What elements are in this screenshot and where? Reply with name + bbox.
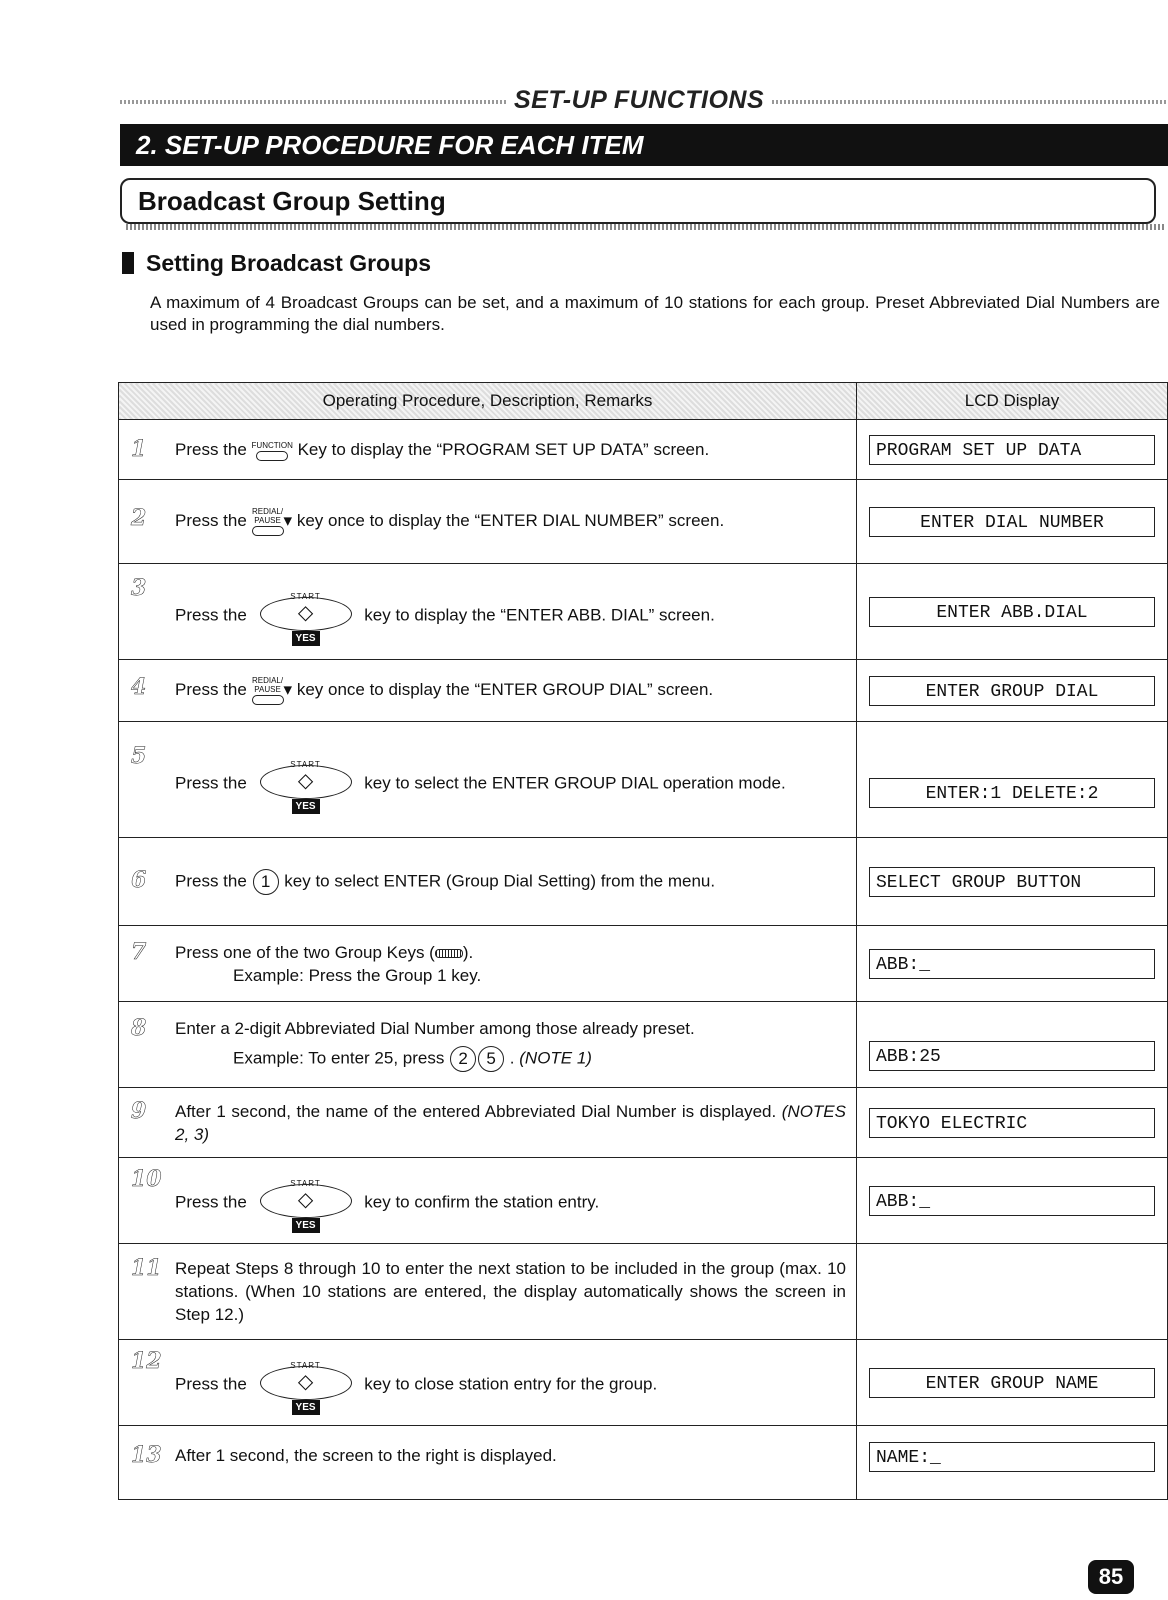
intro-paragraph: A maximum of 4 Broadcast Groups can be set, and a maximum of 10 stations for each group. Preset Abbreviated Dial Numbers are used in programming the dial numbers. (150, 293, 1160, 334)
step-row (119, 420, 1168, 480)
step-number: 11 (131, 1255, 162, 1281)
chapter-title: SET-UP FUNCTIONS (508, 86, 770, 115)
step-text: Press the (175, 604, 252, 624)
key-label: START (290, 591, 321, 601)
lcd-display: NAME:_ (869, 1442, 1155, 1472)
key-2-icon: 2 (450, 1046, 476, 1072)
start-symbol-icon: ◇ (260, 1366, 352, 1400)
heading-bullet-icon (122, 252, 134, 274)
step-row (119, 480, 1168, 564)
step-number: 2 (131, 505, 147, 531)
step-text: Press the (175, 679, 252, 699)
col-header-lcd: LCD Display (857, 383, 1168, 420)
step-number: 4 (131, 674, 147, 700)
heading (122, 250, 431, 277)
lcd-display: SELECT GROUP BUTTON (869, 867, 1155, 897)
yes-label: YES (292, 631, 320, 646)
step-row (119, 1244, 1168, 1340)
down-arrow-icon: ▾ (283, 510, 293, 530)
step-text: Key to display the “PROGRAM SET UP DATA” screen. (292, 440, 710, 459)
step-row (119, 660, 1168, 722)
step-example: Example: Press the Group 1 key. (233, 965, 482, 985)
yes-label: YES (292, 799, 320, 814)
key-5-icon: 5 (478, 1046, 504, 1072)
start-yes-key-icon (256, 1172, 356, 1234)
col-header-procedure: Operating Procedure, Description, Remarks (119, 383, 857, 420)
key-label: FUNCTION (251, 440, 293, 450)
start-symbol-icon: ◇ (260, 597, 352, 631)
step-number: 12 (131, 1347, 162, 1374)
step-text: . (505, 1048, 520, 1068)
lcd-display: ABB:_ (869, 1186, 1155, 1216)
step-text: key to confirm the station entry. (359, 1191, 600, 1211)
step-example: Example: To enter 25, press (233, 1048, 450, 1068)
step-text: key to select ENTER (Group Dial Setting) from the menu. (279, 870, 716, 890)
step-number: 9 (131, 1097, 147, 1124)
down-arrow-icon: ▾ (283, 679, 293, 699)
heading-text: Setting Broadcast Groups (146, 250, 431, 276)
step-text: Press the (175, 870, 252, 890)
start-yes-key-icon (256, 753, 356, 815)
step-row (119, 1340, 1168, 1426)
step-number: 7 (131, 938, 147, 965)
lcd-display: ENTER GROUP DIAL (869, 676, 1155, 706)
step-text: Press the (175, 440, 252, 459)
step-text: key to close station entry for the group. (359, 1373, 658, 1393)
step-row (119, 838, 1168, 926)
step-row (119, 1088, 1168, 1158)
procedure-table (118, 382, 1168, 1500)
step-text: ). (462, 942, 474, 962)
key-label: START (290, 1360, 321, 1370)
lcd-display: ABB:_ (869, 949, 1155, 979)
step-text: Press the (175, 510, 252, 530)
step-text: key to select the ENTER GROUP DIAL operation mode. (359, 772, 786, 792)
step-text: key once to display the “ENTER GROUP DIAL” screen. (292, 679, 714, 699)
step-text: After 1 second, the screen to the right is displayed. (175, 1446, 557, 1465)
lcd-display: ENTER GROUP NAME (869, 1368, 1155, 1398)
yes-label: YES (292, 1400, 320, 1415)
lcd-display: TOKYO ELECTRIC (869, 1108, 1155, 1138)
step-number: 6 (131, 866, 147, 893)
start-yes-key-icon (256, 1354, 356, 1416)
step-row (119, 926, 1168, 1002)
step-text: Press the (175, 772, 252, 792)
step-note: (NOTE 1) (519, 1048, 592, 1068)
yes-label: YES (292, 1218, 320, 1233)
step-row (119, 564, 1168, 660)
step-number: 8 (131, 1015, 147, 1041)
key-label: START (290, 759, 321, 769)
step-number: 10 (131, 1165, 162, 1192)
start-symbol-icon: ◇ (260, 1184, 352, 1218)
subsection-shadow (126, 224, 1166, 230)
key-label: PAUSE (254, 685, 281, 694)
lcd-display: ENTER ABB.DIAL (869, 597, 1155, 627)
lcd-display: ABB:25 (869, 1041, 1155, 1071)
key-1-icon: 1 (253, 869, 279, 895)
step-number: 5 (131, 742, 147, 769)
step-text: Press the (175, 1373, 252, 1393)
redial-pause-key-icon (252, 507, 284, 536)
group-key-icon (435, 949, 463, 958)
step-text: key once to display the “ENTER DIAL NUMBER” screen. (292, 510, 725, 530)
start-symbol-icon: ◇ (260, 765, 352, 799)
step-number: 1 (131, 436, 147, 462)
step-text: Repeat Steps 8 through 10 to enter the next station to be included in the group (max. 10 stations. (When 10 stations are entered, the display automatically shows the screen in Step 12.) (175, 1259, 846, 1324)
step-text: Press one of the two Group Keys ( (175, 942, 435, 962)
step-number: 13 (131, 1442, 162, 1468)
chapter-header (120, 86, 1168, 114)
section-title: 2. SET-UP PROCEDURE FOR EACH ITEM (120, 124, 1168, 166)
step-text: Press the (175, 1191, 252, 1211)
key-label: START (290, 1178, 321, 1188)
lcd-display: ENTER:1 DELETE:2 (869, 778, 1155, 808)
step-text: key to display the “ENTER ABB. DIAL” screen. (359, 604, 715, 624)
step-row (119, 1158, 1168, 1244)
step-text: After 1 second, the name of the entered Abbreviated Dial Number is displayed. (175, 1101, 782, 1121)
step-text: Enter a 2-digit Abbreviated Dial Number among those already preset. (175, 1019, 695, 1038)
step-number: 3 (131, 574, 147, 601)
step-row (119, 722, 1168, 838)
step-row (119, 1002, 1168, 1088)
key-label: REDIAL/ (251, 676, 284, 685)
function-key-icon (252, 441, 293, 461)
start-yes-key-icon (256, 585, 356, 647)
step-note: (NOTES 2, 3) (175, 1101, 846, 1144)
lcd-display: PROGRAM SET UP DATA (869, 435, 1155, 465)
redial-pause-key-icon (252, 676, 284, 705)
page-number: 85 (1088, 1560, 1134, 1594)
key-label: PAUSE (254, 516, 281, 525)
subsection-title: Broadcast Group Setting (120, 178, 1156, 224)
step-row (119, 1426, 1168, 1500)
key-label: REDIAL/ (251, 507, 284, 516)
lcd-display: ENTER DIAL NUMBER (869, 507, 1155, 537)
table-header-row (119, 383, 1168, 420)
